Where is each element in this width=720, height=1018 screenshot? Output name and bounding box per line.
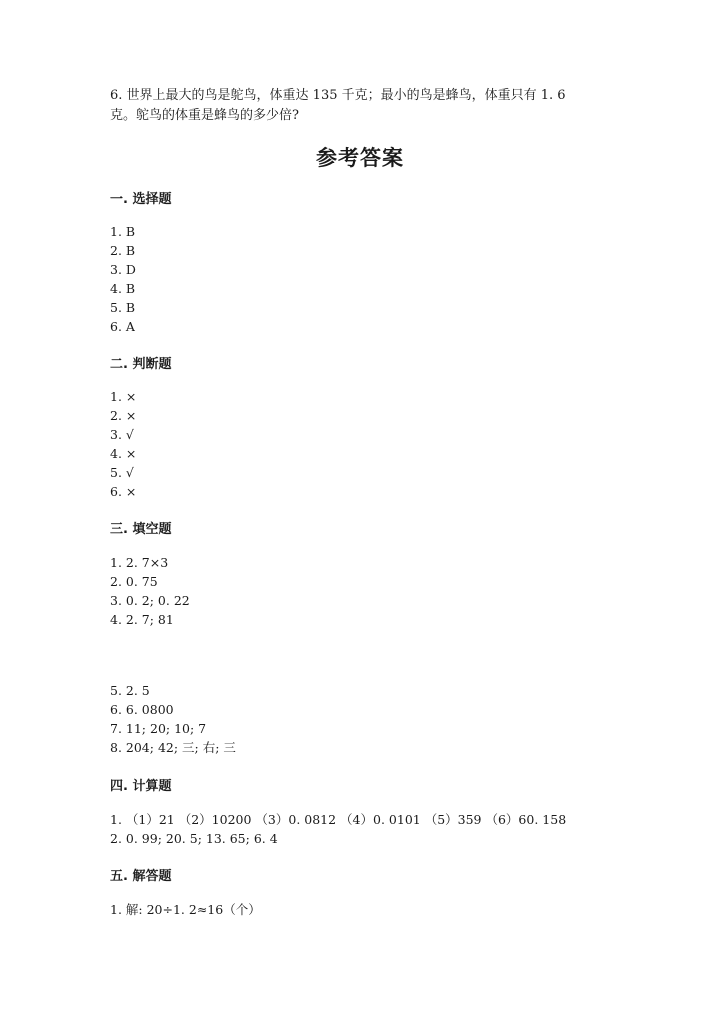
section-heading-fill: 三. 填空题 [110,522,172,537]
list-item: 6. × [110,484,137,499]
list-item: 3. 0. 2; 0. 22 [110,593,190,608]
list-item: 2. 0. 75 [110,574,158,589]
list-item: 4. × [110,446,137,461]
question-line-2: 克。鸵鸟的体重是蜂鸟的多少倍? [110,108,299,123]
list-item: 2. × [110,408,137,423]
list-item: 5. 2. 5 [110,683,150,698]
list-item: 8. 204; 42; 三; 右; 三 [110,740,236,755]
section-heading-calc: 四. 计算题 [110,779,172,794]
calc-answer-list [110,810,566,848]
list-item: 3. D [110,262,136,277]
list-item: 1. 解: 20÷1. 2≈16（个） [110,902,261,917]
list-item: 4. 2. 7; 81 [110,612,174,627]
section-heading-choice: 一. 选择题 [110,192,172,207]
choice-answer-list [110,222,136,336]
fill-answer-list-b [110,681,236,757]
list-item: 5. B [110,300,136,315]
list-item: 1. × [110,389,137,404]
solve-answer-list [110,900,261,919]
list-item: 1. （1）21 （2）10200 （3）0. 0812 （4）0. 0101 （5）359 （6）60. 158 [110,812,567,827]
list-item: 7. 11; 20; 10; 7 [110,721,207,736]
section-heading-judge: 二. 判断题 [110,357,172,372]
list-item: 6. A [110,319,135,334]
section-heading-solve: 五. 解答题 [110,869,172,884]
list-item: 6. 6. 0800 [110,702,174,717]
question-line-1: 6. 世界上最大的鸟是鸵鸟，体重达 135 千克；最小的鸟是蜂鸟，体重只有 1. 6 [110,88,566,103]
fill-answer-list-a [110,553,190,629]
list-item: 1. 2. 7×3 [110,555,169,570]
list-item: 2. 0. 99; 20. 5; 13. 65; 6. 4 [110,831,278,846]
answer-title: 参考答案 [316,146,404,170]
judge-answer-list [110,387,136,501]
question-6 [110,86,610,126]
list-item: 1. B [110,224,136,239]
list-item: 5. √ [110,465,134,480]
list-item: 3. √ [110,427,134,442]
list-item: 4. B [110,281,136,296]
list-item: 2. B [110,243,136,258]
